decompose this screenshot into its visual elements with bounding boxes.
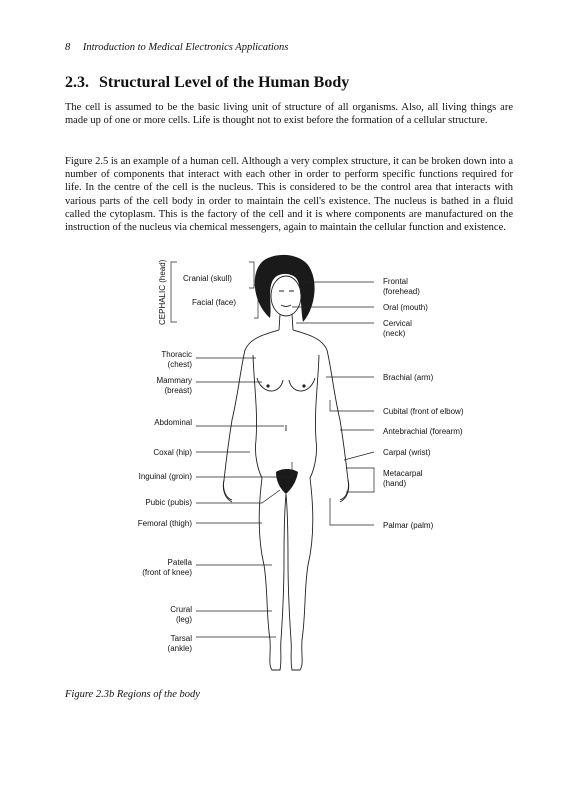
label-crural-sub: (leg) <box>175 615 192 624</box>
label-frontal-sub: (forehead) <box>383 287 420 296</box>
label-abdominal: Abdominal <box>154 418 192 427</box>
section-number: 2.3. <box>65 74 89 91</box>
label-oral: Oral (mouth) <box>383 303 428 312</box>
label-palmar: Palmar (palm) <box>383 521 434 530</box>
left-leader-lines <box>196 358 292 637</box>
label-inguinal: Inguinal (groin) <box>138 472 192 481</box>
cranial-bracket <box>249 262 254 288</box>
label-crural: Crural <box>170 605 192 614</box>
label-cervical-sub: (neck) <box>383 329 406 338</box>
label-thoracic-sub: (chest) <box>167 360 192 369</box>
body-outline <box>223 255 348 670</box>
label-mammary-sub: (breast) <box>164 386 192 395</box>
left-labels <box>138 274 237 653</box>
label-tarsal: Tarsal <box>170 634 192 643</box>
label-coxal: Coxal (hip) <box>153 448 192 457</box>
paragraph-1: The cell is assumed to be the basic living unit of structure of all organisms. Also, all living things are made up of one or more cells. Life is thought not to exist before the formation of a cellular structure. <box>65 102 513 127</box>
label-cubital: Cubital (front of elbow) <box>383 407 464 416</box>
label-tarsal-sub: (ankle) <box>167 644 192 653</box>
label-thoracic: Thoracic <box>161 350 192 359</box>
label-metacarpal-sub: (hand) <box>383 479 407 488</box>
label-brachial: Brachial (arm) <box>383 373 434 382</box>
label-cranial: Cranial (skull) <box>183 274 232 283</box>
label-patella: Patella <box>167 558 192 567</box>
label-facial: Facial (face) <box>192 298 237 307</box>
label-carpal: Carpal (wrist) <box>383 448 431 457</box>
label-frontal: Frontal <box>383 277 408 286</box>
label-mammary: Mammary <box>156 376 192 385</box>
label-femoral: Femoral (thigh) <box>137 519 192 528</box>
figure-caption: Figure 2.3b Regions of the body <box>65 689 200 700</box>
paragraph-2: Figure 2.5 is an example of a human cell. Although a very complex structure, it can be broken down into a number of components that interact with each other in order to perform specific functions required for life. In the centre of the cell is the nucleus. This is considered to be the control area that interacts with various parts of the cell body in order to maintain the cell's existence. The nucleus is bathed in a fluid called the cytoplasm. This is the factory of the cell and it is where components are manufactured on the instruction of the nucleus via chemical messengers, again to maintain the cellular function and existence. <box>65 156 513 234</box>
label-metacarpal: Metacarpal <box>383 469 423 478</box>
label-pubic: Pubic (pubis) <box>145 498 192 507</box>
cephalic-bracket <box>171 262 177 322</box>
label-patella-sub: (front of knee) <box>142 568 192 577</box>
label-cervical: Cervical <box>383 319 412 328</box>
label-antebrachial: Antebrachial (forearm) <box>383 427 463 436</box>
book-title: Introduction to Medical Electronics Applications <box>82 42 289 53</box>
section-heading: Structural Level of the Human Body <box>99 74 350 91</box>
page-number: 8 <box>65 42 71 53</box>
cephalic-label: CEPHALIC (head) <box>158 259 167 325</box>
right-labels <box>383 277 464 530</box>
